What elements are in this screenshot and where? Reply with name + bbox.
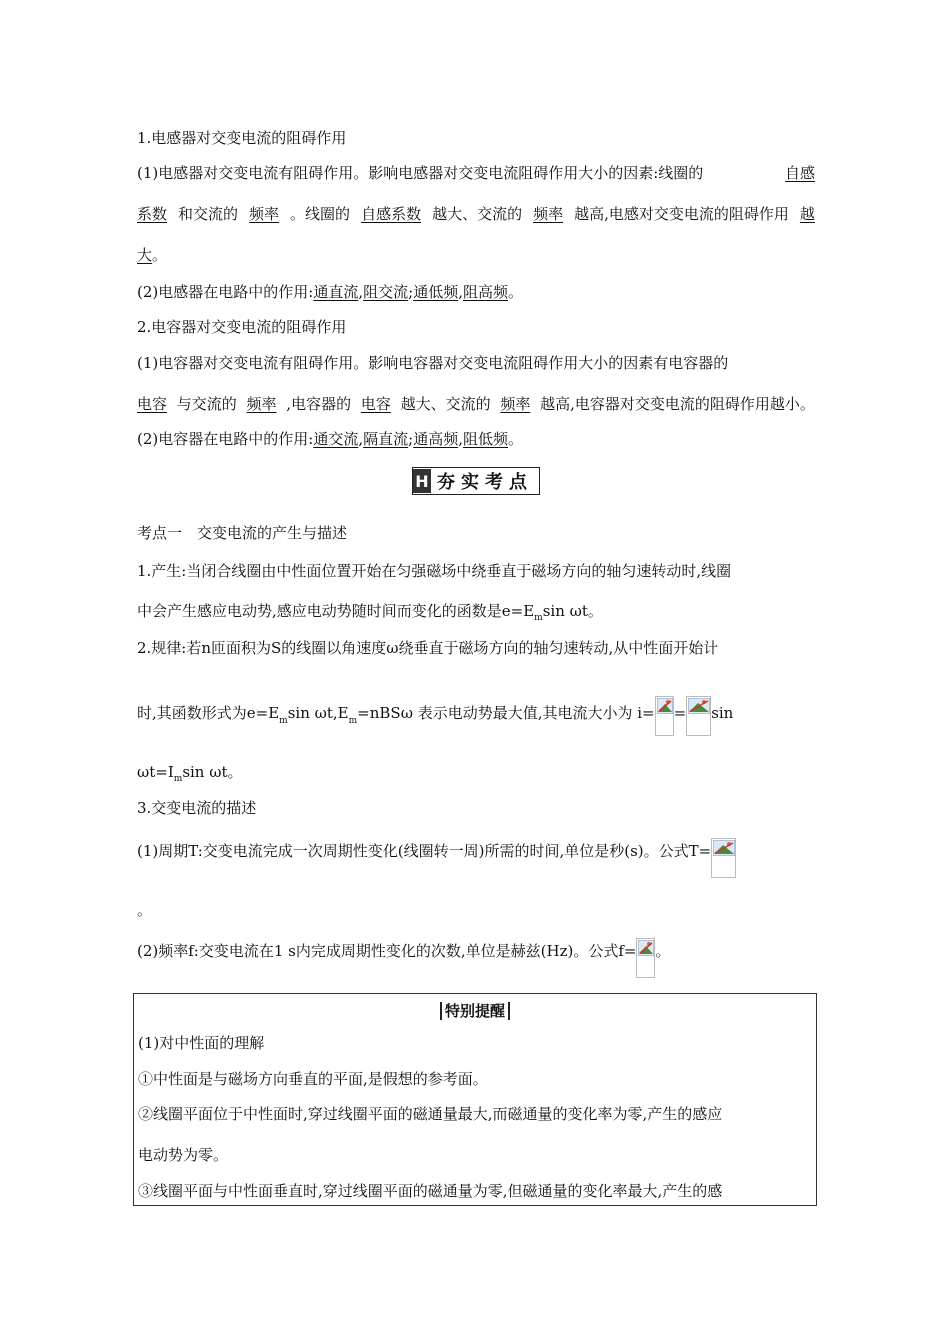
rule-line-2: [137, 696, 733, 736]
text: ωt=I: [137, 763, 174, 781]
note-line: [138, 1180, 814, 1202]
text: sin: [711, 704, 734, 722]
answer-blank: 通高频: [413, 430, 459, 448]
answer-blank: 自感: [784, 164, 815, 182]
text: 2.规律:若n匝面积为S的线圈以角速度ω绕垂直于磁场方向的轴匀速转动,从中性面开始计: [137, 639, 719, 657]
text: sin ωt。: [542, 602, 603, 620]
note-title-text: 特别提醒: [440, 1002, 510, 1020]
text: 。: [655, 942, 671, 960]
text: =: [673, 704, 687, 722]
text: 越大、交流的: [432, 205, 523, 223]
text: 时,其函数形式为e=E: [137, 704, 280, 722]
answer-blank: 隔直流: [363, 430, 409, 448]
rule-line-3: [137, 761, 243, 790]
inductor-role-line: [137, 281, 523, 303]
text: 。: [508, 283, 524, 301]
answer-blank: 频率: [249, 205, 280, 223]
answer-blank: 阻高频: [462, 283, 508, 301]
text: 。: [508, 430, 524, 448]
section-badge-icon: H: [413, 469, 431, 493]
text: (1)电感器对交变电流有阻碍作用。影响电感器对交变电流阻碍作用大小的因素:线圈的: [137, 164, 704, 182]
subscript: m: [173, 774, 183, 784]
answer-blank: 大: [137, 246, 153, 264]
text: 越大、交流的: [400, 395, 491, 413]
answer-blank: 阻低频: [462, 430, 508, 448]
text: =nBSω 表示电动势最大值,其电流大小为 i=: [357, 704, 655, 722]
text: ③线圈平面与中性面垂直时,穿过线圈平面的磁通量为零,但磁通量的变化率最大,产生的感: [138, 1182, 723, 1200]
answer-blank: 越: [799, 205, 815, 223]
inductor-para-line-2: [137, 203, 815, 225]
answer-blank: 电容: [137, 395, 168, 413]
text: 越高,电容器对交变电流的阻碍作用越小。: [540, 395, 815, 413]
text: 。线圈的: [290, 205, 351, 223]
sep: ;: [408, 430, 414, 448]
text: (2)频率f:交变电流在1 s内完成周期性变化的次数,单位是赫兹(Hz)。公式f=: [137, 942, 637, 960]
text: 与交流的: [176, 395, 237, 413]
text: ②线圈平面位于中性面时,穿过线圈平面的磁通量最大,而磁通量的变化率为零,产生的感应: [138, 1105, 723, 1123]
generation-line-1: [137, 560, 815, 582]
sep: ;: [408, 283, 414, 301]
note-line: ①中性面是与磁场方向垂直的平面,是假想的参考面。: [138, 1070, 488, 1088]
note-line: [138, 1103, 814, 1125]
answer-blank: 频率: [533, 205, 564, 223]
answer-blank: 系数: [137, 205, 168, 223]
text: (2)电容器在电路中的作用:: [137, 430, 314, 448]
formula-image-icon: [655, 696, 674, 736]
subscript: m: [534, 613, 543, 623]
note-line: 电动势为零。: [138, 1146, 229, 1164]
text: 越高,电感对交变电流的阻碍作用: [574, 205, 789, 223]
subscript: m: [279, 716, 288, 726]
capacitor-role-line: [137, 428, 523, 450]
capacitor-para-line-2: [137, 393, 815, 415]
period-end: 。: [137, 901, 153, 919]
period-line: [137, 838, 736, 878]
sep: ,: [458, 283, 463, 301]
capacitor-heading: 2.电容器对交变电流的阻碍作用: [137, 318, 347, 336]
answer-blank: 频率: [246, 395, 277, 413]
text: 1.产生:当闭合线圈由中性面位置开始在匀强磁场中绕垂直于磁场方向的轴匀速转动时,线圈: [137, 562, 732, 580]
text: 中会产生感应电动势,感应电动势随时间而变化的函数是e=E: [137, 602, 535, 620]
text: 和交流的: [178, 205, 239, 223]
text: ,电容器的: [286, 395, 352, 413]
capacitor-para-line-1: [137, 352, 815, 374]
topic-heading: 考点一 交变电流的产生与描述: [137, 524, 348, 542]
answer-blank: 通低频: [413, 283, 459, 301]
inductor-para-line-1: [137, 162, 815, 184]
formula-image-icon: [686, 696, 711, 736]
formula-image-icon: [636, 938, 655, 978]
frequency-line: [137, 938, 670, 978]
generation-line-2: [137, 600, 603, 629]
answer-blank: 通直流: [313, 283, 359, 301]
answer-blank: 通交流: [313, 430, 359, 448]
note-line: (1)对中性面的理解: [138, 1034, 265, 1052]
description-heading: 3.交变电流的描述: [137, 799, 257, 817]
inductor-heading: 1.电感器对交变电流的阻碍作用: [137, 129, 347, 147]
section-header: [412, 467, 540, 495]
answer-blank: 电容: [360, 395, 391, 413]
special-note-box: [133, 993, 817, 1206]
sep: ,: [458, 430, 463, 448]
sep: ,: [358, 283, 364, 301]
formula-image-icon: [711, 838, 736, 878]
inductor-para-line-3: [137, 244, 167, 266]
answer-blank: 自感系数: [361, 205, 422, 223]
text: (1)周期T:交变电流完成一次周期性变化(线圈转一周)所需的时间,单位是秒(s)。公式T=: [137, 842, 712, 860]
text: sin ωt。: [182, 763, 243, 781]
answer-blank: 频率: [500, 395, 531, 413]
subscript: m: [348, 716, 358, 726]
sep: ,: [358, 430, 364, 448]
note-title: [134, 1000, 816, 1021]
text: (1)电容器对交变电流有阻碍作用。影响电容器对交变电流阻碍作用大小的因素有电容器的: [137, 354, 729, 372]
text: (2)电感器在电路中的作用:: [137, 283, 314, 301]
section-title: 夯实考点: [437, 472, 533, 493]
text: 。: [152, 246, 168, 264]
text: sin ωt,E: [287, 704, 349, 722]
answer-blank: 阻交流: [363, 283, 409, 301]
rule-line-1: [137, 637, 815, 659]
